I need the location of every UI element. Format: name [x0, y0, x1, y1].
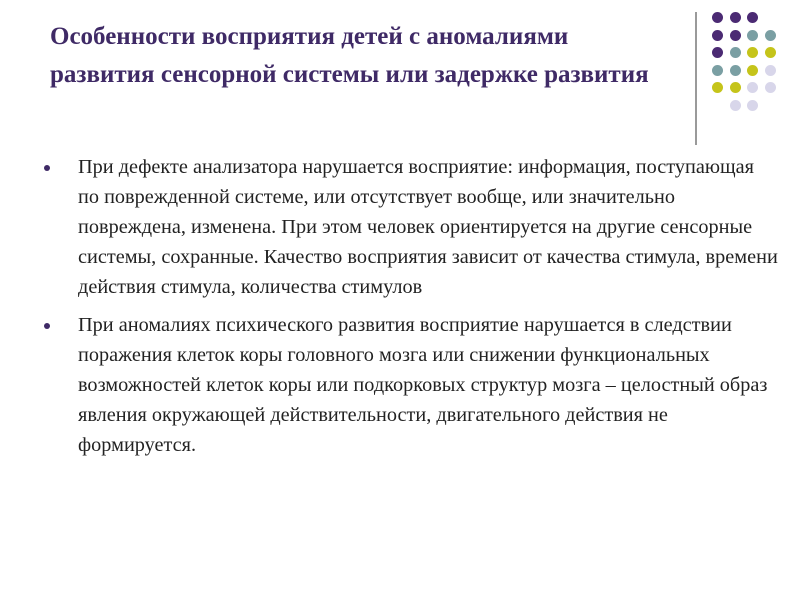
- decorative-dot-teal: [747, 30, 758, 41]
- decorative-dot-olive: [747, 65, 758, 76]
- bullet-dot-icon: [44, 323, 50, 329]
- bullet-dot-icon: [44, 165, 50, 171]
- bullet-text: При дефекте анализатора нарушается восприятие: информация, поступающая по поврежденной системе, или отсутствует вообще, или значительно повреждена, изменена. При этом человек ориентируется на другие сенсорные системы, сохранные. Качество восприятия зависит от качества стимула, времени действия стимула, количества стимулов: [78, 156, 778, 298]
- bullet-list: [40, 152, 780, 468]
- decorative-dot-lavender: [747, 82, 758, 93]
- decorative-dot-purple: [747, 12, 758, 23]
- bullet-item: [40, 152, 780, 302]
- decorative-dot-lavender: [765, 65, 776, 76]
- bullet-text: При аномалиях психического развития восприятие нарушается в следствии поражения клеток коры головного мозга или снижении функциональных возможностей клеток коры или подкорковых структур мозга – целостный образ явления окружающей действительности, двигательного действия не формируется.: [78, 314, 768, 456]
- decorative-dot-olive: [730, 82, 741, 93]
- decorative-dot-purple: [712, 47, 723, 58]
- divider-line: [695, 12, 697, 145]
- slide-title: Особенности восприятия детей с аномалиями развития сенсорной системы или задержке развития: [50, 23, 649, 88]
- decorative-dot-teal: [730, 47, 741, 58]
- decorative-dot-purple: [730, 12, 741, 23]
- decorative-dot-purple: [730, 30, 741, 41]
- decorative-dot-teal: [730, 65, 741, 76]
- decorative-dot-purple: [712, 30, 723, 41]
- decorative-dot-lavender: [747, 100, 758, 111]
- decorative-dot-lavender: [730, 100, 741, 111]
- decorative-dot-olive: [712, 82, 723, 93]
- bullet-item: [40, 310, 780, 460]
- decorative-dot-teal: [712, 65, 723, 76]
- decorative-dot-olive: [765, 47, 776, 58]
- decorative-dot-purple: [712, 12, 723, 23]
- decorative-dot-olive: [747, 47, 758, 58]
- decorative-dot-teal: [765, 30, 776, 41]
- decorative-dot-lavender: [765, 82, 776, 93]
